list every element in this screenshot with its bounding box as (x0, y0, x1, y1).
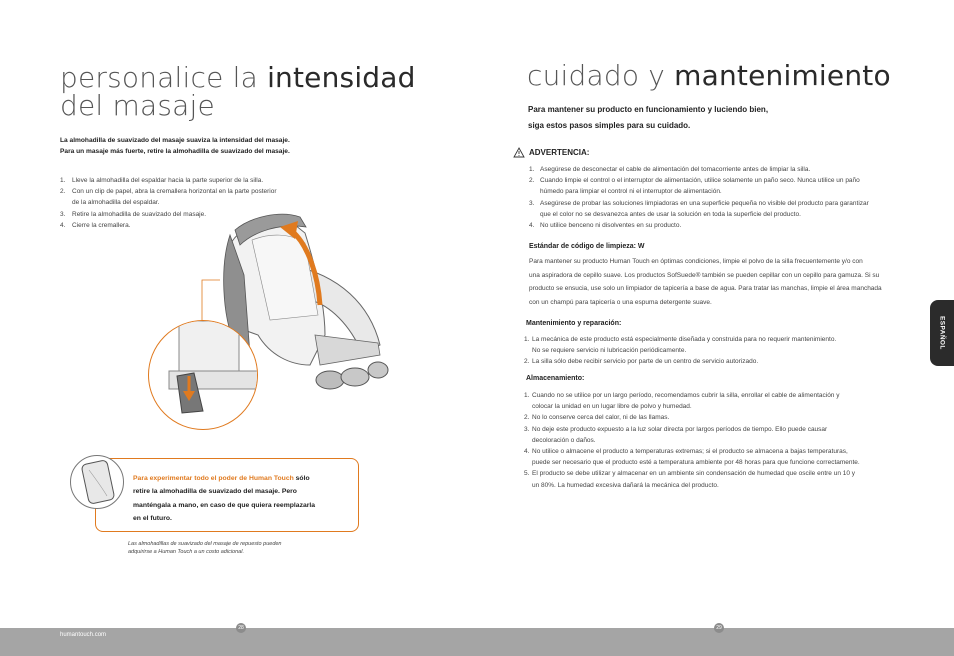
warning-icon (513, 147, 525, 158)
page-number-right: 29 (714, 623, 724, 633)
list-item-line: Retire la almohadilla de suavizado del masaje. (72, 210, 207, 218)
zipper-detail-drawing (149, 321, 257, 429)
list-item (524, 446, 924, 468)
list-item-number: 1. (524, 336, 530, 343)
list-item-number: 1. (60, 177, 66, 184)
list-item-number: 1. (524, 392, 530, 399)
list-item (529, 198, 909, 220)
pad-icon-circle (70, 455, 124, 509)
list-item-line: El producto se debe utilizar y almacenar en un ambiente sin condensación de humedad que oscile entre un 10 y (532, 470, 856, 478)
list-item (524, 424, 924, 446)
cleaning-code-text (529, 255, 929, 309)
right-intro: Para mantener su producto en funcionamiento y luciendo bien, siga estos pasos simples para su cuidado. (528, 105, 769, 130)
list-item-number: 3. (524, 425, 530, 433)
cleaning-code-line: con un champú para tapicería o una espuma detergente suave. (529, 298, 712, 306)
list-item-line: No deje este producto expuesto a la luz solar directa por largos períodos de tiempo. Ello puede causar (532, 425, 828, 433)
list-item (524, 356, 924, 367)
list-item-line: No utilice benceno ni disolventes en su producto. (540, 222, 682, 230)
left-page-title: personalice la intensidad del masaje (60, 61, 416, 122)
list-item-line: Cierre la cremallera. (72, 221, 131, 229)
list-item (524, 468, 924, 490)
list-item (524, 390, 924, 412)
list-item-number: 3. (529, 199, 535, 207)
list-item-line: un 80%. La humedad excesiva dañará la mecánica del producto. (532, 481, 719, 489)
list-item (524, 412, 924, 423)
list-item-line: Cuando no se utilice por un largo período, recomendamos cubrir la silla, enrollar el cable de alimentación y (532, 392, 840, 399)
maintenance-list (524, 334, 924, 368)
zipper-detail-circle (148, 320, 258, 430)
list-item-line: No se requiere servicio ni lubricación periódicamente. (532, 347, 687, 355)
list-item (529, 175, 909, 197)
list-item-number: 4. (60, 221, 66, 229)
list-item-number: 1. (529, 166, 535, 173)
list-item (529, 164, 909, 175)
list-item-line: La silla sólo debe recibir servicio por parte de un centro de servicio autorizado. (532, 358, 759, 366)
list-item-number: 2. (60, 188, 66, 196)
cleaning-code-line: producto se ensucia, use solo un limpiador de tapicería a base de agua. Para tratar las manchas, limpie el área manchada (529, 285, 882, 292)
list-item-number: 4. (529, 222, 535, 230)
list-item-number: 4. (524, 448, 530, 456)
list-item-line: No utilice o almacene el producto a temperaturas extremas; si el producto se almacena a bajas temperaturas, (532, 448, 848, 456)
list-item (524, 334, 924, 356)
storage-heading: Almacenamiento: (526, 375, 585, 382)
list-item-line: colocar la unidad en un lugar libre de polvo y humedad. (532, 403, 692, 411)
cleaning-code-line: Para mantener su producto Human Touch en óptimas condiciones, limpie el polvo de la silla frecuentemente y/o con (529, 258, 863, 265)
list-item (60, 175, 320, 186)
list-item-line: No lo conserve cerca del calor, ni de las llamas. (532, 414, 670, 422)
replacement-note: Las almohadillas de suavizado del masaje de repuesto pueden adquirirse a Human Touch a un costo adicional. (128, 541, 282, 555)
list-item-line: húmedo para limpiar el control ni el interruptor de alimentación. (540, 188, 722, 196)
list-item-number: 2. (524, 414, 530, 422)
language-tab-label: ESPAÑOL (938, 316, 946, 350)
massage-pad-icon (71, 456, 123, 508)
callout-text: Para experimentar todo el poder de Human Touch sólo retire la almohadilla de suavizado del masaje. Pero manténgala a mano, en caso de que quiera reemplazarla en el futuro. (133, 475, 316, 523)
page-number-left: 28 (236, 623, 246, 633)
cleaning-code-line: una aspiradora de cepillo suave. Los productos SofSuede® también se pueden cepillar con un cepillo para gamuza. Si su (529, 271, 880, 279)
list-item-number: 5. (524, 470, 530, 478)
footer-site: humantouch.com (60, 632, 107, 638)
list-item-line: que el color no se desvanezca antes de usar la solución en toda la superficie del producto. (540, 210, 801, 218)
warning-list (529, 164, 909, 231)
footer-bar (0, 628, 954, 656)
list-item-line: La mecánica de este producto está especialmente diseñada y construida para no requerir mantenimiento. (532, 336, 837, 343)
list-item-line: de la almohadilla del espaldar. (72, 199, 160, 207)
list-item-line: Con un clip de papel, abra la cremallera horizontal en la parte posterior (72, 188, 277, 196)
list-item-line: Asegúrese de probar las soluciones limpiadoras en una superficie pequeña no visible del producto para garantizar (540, 199, 869, 207)
list-item-line: decoloración o daños. (532, 436, 596, 444)
right-page-title: cuidado y mantenimiento (527, 59, 891, 92)
list-item-line: Lleve la almohadilla del espaldar hacia la parte superior de la silla. (72, 177, 264, 184)
list-item-line: Asegúrese de desconectar el cable de alimentación del tomacorriente antes de limpiar la silla. (540, 166, 811, 173)
list-item-line: Cuando limpie el control o el interruptor de alimentación, utilice solamente un paño seco. Nunca utilice un paño (540, 177, 860, 185)
left-intro: La almohadilla de suavizado del masaje suaviza la intensidad del masaje. Para un masaje más fuerte, retire la almohadilla de suavizado del masaje. (60, 137, 290, 155)
cleaning-code-heading: Estándar de código de limpieza: W (529, 243, 645, 250)
list-item-number: 2. (524, 358, 530, 366)
warning-heading: ADVERTENCIA: (513, 147, 589, 158)
list-item-number: 2. (529, 177, 535, 185)
list-item-number: 3. (60, 210, 66, 218)
list-item (529, 220, 909, 231)
list-item-line: puede ser necesario que el producto esté a temperatura ambiente por 48 horas para que funcione correctamente. (532, 459, 860, 467)
storage-list (524, 390, 924, 491)
maintenance-heading: Mantenimiento y reparación: (526, 320, 622, 327)
